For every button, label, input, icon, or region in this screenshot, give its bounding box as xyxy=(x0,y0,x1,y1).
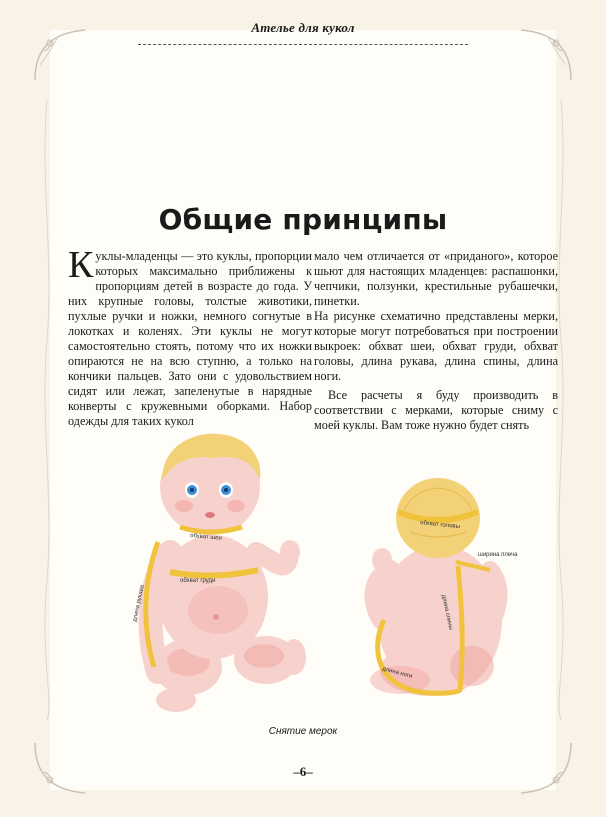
right-paragraph-1: мало чем отличается от «приданого», которое шьют для настоящих младенцев: распашонки, чепчики, ползунки, крестильные рубашечки, пинетки. xyxy=(314,249,558,308)
head-label: обхват головы xyxy=(419,520,461,531)
page-number: –6– xyxy=(293,764,313,779)
page-title: Общие принципы xyxy=(158,203,448,236)
doll-back-left-hand xyxy=(372,548,392,572)
right-paragraph-3: Все расчеты я буду производить в соответствии с мерками, которые сниму с моей куклы. Вам тоже нужно будет снять xyxy=(314,388,558,432)
left-column xyxy=(68,244,312,429)
leg-label: длина ноги xyxy=(381,666,413,680)
doll-front-left-foot xyxy=(156,688,196,712)
left-paragraph xyxy=(68,244,312,429)
neck-label: обхват шеи xyxy=(189,533,223,542)
doll-back-right-arm xyxy=(490,570,499,620)
sleeve-label: длина рукава xyxy=(132,584,146,623)
running-header: Ателье для кукол xyxy=(251,20,355,35)
ornament-left-vine xyxy=(38,100,56,720)
doll-front-illustration xyxy=(118,432,318,717)
shoulder-label: ширина плеча xyxy=(478,552,518,558)
doll-front-right-hand xyxy=(280,540,300,564)
left-paragraph-text: уклы-младенцы — это куклы, пропорции которых максимально приближены к пропорциям детей в возрасте до года. У них крупные головы, толстые животики, пухлые ручки и ножки, немного согнутые в локотках и коленях. Эти куклы не могут самостоятельно стоять, потому что их ножки опираются не на всю ступню, а только на кончики пальцев. Зато они с удовольствием сидят или лежат, запеленутые в нарядные конверты с кружевными оборками. Набор одежды для таких кукол xyxy=(68,249,312,428)
drop-cap: К xyxy=(68,244,94,286)
back-label: длина спины xyxy=(440,594,454,631)
doll-front-right-foot xyxy=(282,639,306,675)
figure-caption: Снятие мерок xyxy=(268,726,338,737)
right-paragraph-2: На рисунке схематично представлены мерки, которые могут потребоваться при построении выкроек: обхват шеи, обхват груди, обхват головы, длина рукава, длина спины, длина ноги. xyxy=(314,309,558,383)
chest-label: обхват груди xyxy=(180,578,216,584)
header-rule xyxy=(138,44,468,45)
doll-back-bottom xyxy=(450,646,494,686)
doll-back-illustration xyxy=(360,470,520,710)
right-column xyxy=(314,249,558,433)
